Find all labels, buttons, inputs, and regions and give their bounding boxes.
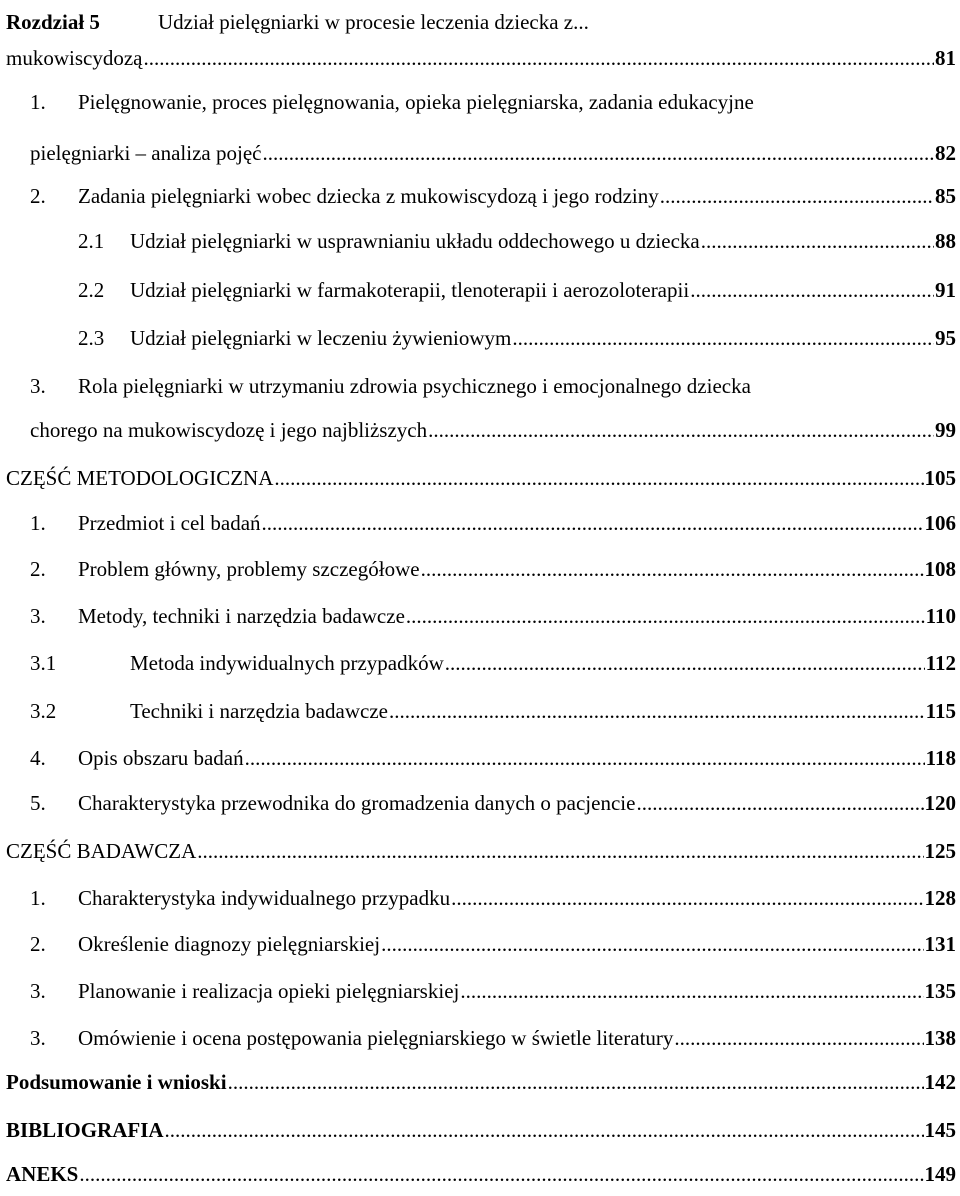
toc-leader-dots [274, 456, 923, 500]
toc-entry-row [78, 922, 956, 966]
toc-entry-row [6, 456, 956, 500]
toc-section-title: BIBLIOGRAFIA [6, 1118, 164, 1142]
toc-entry-row [78, 781, 956, 825]
toc-entry-row [78, 876, 956, 920]
toc-entry-label: Określenie diagnozy pielęgniarskiej [78, 932, 381, 956]
toc-page-number: 135 [924, 979, 956, 1003]
toc-entry-label: Omówienie i ocena postępowania pielęgniarskiego w świetle literatury [78, 1026, 674, 1050]
toc-leader-dots [262, 501, 924, 545]
toc-entry-label: Udział pielęgniarki w farmakoterapii, tlenoterapii i aerozoloterapii [130, 278, 690, 302]
toc-leader-dots [636, 781, 923, 825]
toc-leader-dots [451, 876, 923, 920]
toc-page-number: 112 [925, 651, 956, 675]
toc-entry [0, 547, 960, 591]
toc-entry [0, 689, 960, 733]
toc-part-heading [0, 456, 960, 500]
toc-entry-row [6, 1108, 956, 1152]
toc-entry [0, 268, 960, 312]
toc-entry-label: Charakterystyka przewodnika do gromadzenia danych o pacjencie [78, 791, 636, 815]
toc-entry-label: Udział pielęgniarki w usprawnianiu układu oddechowego u dziecka [130, 229, 700, 253]
toc-entry-label: mukowiscydozą [6, 46, 143, 70]
toc-entry-number: 4. [30, 746, 46, 770]
toc-leader-dots [660, 174, 934, 218]
toc-entry [0, 408, 960, 452]
toc-entry [0, 501, 960, 545]
toc-section-title: ANEKS [6, 1162, 79, 1186]
toc-page-number: 125 [924, 839, 956, 863]
toc-page-number: 118 [925, 746, 956, 770]
toc-part-heading [0, 829, 960, 873]
toc-entry-row [78, 501, 956, 545]
toc-entry-label: Udział pielęgniarki w leczeniu żywieniowym [130, 326, 512, 350]
toc-leader-dots [421, 547, 924, 591]
toc-entry-row [6, 1152, 956, 1196]
toc-page-number: 95 [935, 326, 956, 350]
toc-leader-dots [512, 316, 934, 360]
toc-page-number: 108 [924, 557, 956, 581]
toc-entry-number: 5. [30, 791, 46, 815]
toc-page-number: 82 [935, 141, 956, 165]
toc-page-number: 99 [935, 418, 956, 442]
toc-page-number: 131 [924, 932, 956, 956]
toc-leader-dots [701, 219, 934, 263]
toc-entry [0, 80, 960, 124]
toc-leader-dots [445, 641, 925, 685]
toc-entry-number: 3. [30, 604, 46, 628]
toc-entry-label: Opis obszaru badań [78, 746, 244, 770]
toc-leader-dots [428, 408, 934, 452]
toc-entry [0, 594, 960, 638]
toc-entry-number: 3. [30, 374, 46, 398]
toc-entry-row [78, 1016, 956, 1060]
toc-entry [0, 219, 960, 263]
toc-entry [0, 364, 960, 408]
toc-entry-label: Zadania pielęgniarki wobec dziecka z mukowiscydozą i jego rodziny [78, 184, 659, 208]
toc-entry-number: 1. [30, 886, 46, 910]
toc-entry-row [6, 36, 956, 80]
toc-chapter-title: Udział pielęgniarki w procesie leczenia dziecka z... [158, 10, 589, 34]
toc-page-number: 91 [935, 278, 956, 302]
toc-entry-label: Techniki i narzędzia badawcze [130, 699, 388, 723]
toc-section-heading [0, 1152, 960, 1196]
toc-leader-dots [389, 689, 925, 733]
toc-entry-label: Rola pielęgniarki w utrzymaniu zdrowia psychicznego i emocjonalnego dziecka [78, 374, 751, 398]
toc-entry-label: Pielęgnowanie, proces pielęgnowania, opieka pielęgniarska, zadania edukacyjne [78, 90, 754, 114]
toc-leader-dots [381, 922, 923, 966]
toc-page-number: 105 [924, 466, 956, 490]
toc-entry [0, 736, 960, 780]
toc-entry-number: 2.2 [78, 278, 105, 302]
toc-entry [0, 1016, 960, 1060]
toc-entry-row [78, 594, 956, 638]
toc-page-number: 149 [924, 1162, 956, 1186]
toc-entry-number: 2.3 [78, 326, 105, 350]
toc-page-number: 115 [925, 699, 956, 723]
toc-entry-label: Metody, techniki i narzędzia badawcze [78, 604, 405, 628]
toc-entry-number: 2.1 [78, 229, 105, 253]
toc-page-number: 106 [924, 511, 956, 535]
toc-leader-dots [165, 1108, 924, 1152]
toc-entry-number: 3.2 [30, 699, 57, 723]
toc-entry [0, 781, 960, 825]
toc-leader-dots [674, 1016, 923, 1060]
toc-leader-dots [79, 1152, 923, 1196]
toc-section-heading [0, 1108, 960, 1152]
toc-leader-dots [262, 131, 934, 175]
toc-leader-dots [460, 969, 923, 1013]
toc-chapter-number: Rozdział 5 [6, 10, 100, 34]
toc-entry-label: Przedmiot i cel badań [78, 511, 261, 535]
toc-leader-dots [143, 36, 934, 80]
toc-entry-row [130, 219, 956, 263]
toc-entry-row [6, 1060, 956, 1104]
toc-page-number: 145 [924, 1118, 956, 1142]
toc-page-number: 81 [935, 46, 956, 70]
toc-entry-number: 1. [30, 90, 46, 114]
toc-page-number: 88 [935, 229, 956, 253]
toc-entry-number: 2. [30, 932, 46, 956]
toc-page-number: 110 [925, 604, 956, 628]
toc-entry-label: Charakterystyka indywidualnego przypadku [78, 886, 451, 910]
toc-page-number: 138 [924, 1026, 956, 1050]
toc-entry [0, 922, 960, 966]
toc-leader-dots [406, 594, 925, 638]
toc-page-number: 120 [924, 791, 956, 815]
toc-entry-row [30, 408, 956, 452]
toc-leader-dots [245, 736, 925, 780]
toc-entry-number: 2. [30, 557, 46, 581]
toc-section-title: Podsumowanie i wnioski [6, 1070, 227, 1094]
toc-part-title: CZĘŚĆ BADAWCZA [6, 839, 197, 863]
toc-section-heading [0, 1060, 960, 1104]
toc-part-title: CZĘŚĆ METODOLOGICZNA [6, 466, 274, 490]
toc-entry-row [6, 829, 956, 873]
toc-entry-number: 1. [30, 511, 46, 535]
toc-entry [0, 876, 960, 920]
toc-entry-row [130, 641, 956, 685]
toc-page-number: 85 [935, 184, 956, 208]
toc-entry-number: 2. [30, 184, 46, 208]
toc-entry-label: Metoda indywidualnych przypadków [130, 651, 444, 675]
toc-entry [0, 174, 960, 218]
toc-entry-label: Planowanie i realizacja opieki pielęgniarskiej [78, 979, 460, 1003]
toc-entry-number: 3. [30, 979, 46, 1003]
toc-entry [0, 131, 960, 175]
toc-entry-label: pielęgniarki – analiza pojęć [30, 141, 262, 165]
toc-entry-row [78, 736, 956, 780]
toc-entry [0, 316, 960, 360]
toc-entry-row [130, 268, 956, 312]
toc-entry-label: chorego na mukowiscydozę i jego najbliższych [30, 418, 428, 442]
toc-leader-dots [690, 268, 934, 312]
toc-entry-label: Problem główny, problemy szczegółowe [78, 557, 420, 581]
toc-leader-dots [197, 829, 923, 873]
toc-entry-row [130, 316, 956, 360]
toc-entry-number: 3.1 [30, 651, 57, 675]
toc-entry-row [78, 547, 956, 591]
toc-entry-number: 3. [30, 1026, 46, 1050]
toc-entry [0, 36, 960, 80]
toc-entry-row [30, 131, 956, 175]
toc-entry [0, 969, 960, 1013]
toc-entry [0, 641, 960, 685]
toc-entry-row [130, 689, 956, 733]
toc-leader-dots [228, 1060, 924, 1104]
toc-entry-row [78, 969, 956, 1013]
toc-entry-row [78, 174, 956, 218]
toc-page-number: 128 [924, 886, 956, 910]
toc-page-number: 142 [924, 1070, 956, 1094]
